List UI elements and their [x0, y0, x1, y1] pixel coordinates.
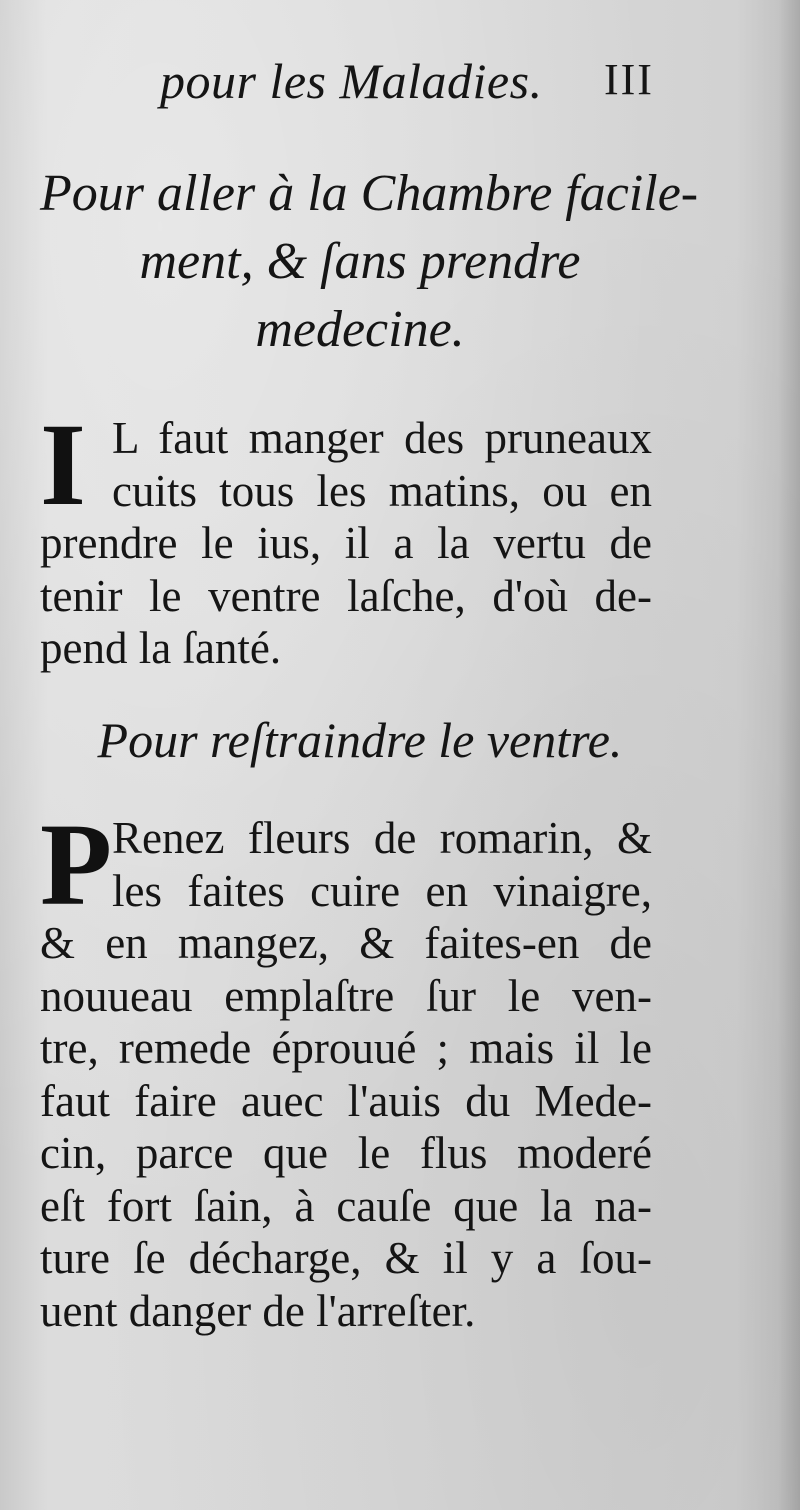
section-title-1-line: Pour aller à la Chambre facile-: [40, 165, 699, 222]
paragraph-line: faut faire auec l'auis du Mede-: [40, 1075, 652, 1126]
paragraph-line: Renez fleurs de romarin, &: [112, 813, 652, 863]
paragraph-line: pend la ſanté.: [40, 623, 282, 673]
page-number: III: [604, 55, 654, 104]
paragraph-line: eſt fort ſain, à cauſe que la na-: [40, 1180, 652, 1231]
drop-cap-p: P: [40, 799, 113, 930]
paragraph-2: [40, 799, 652, 1337]
section-title-1-line: ment, & ſans prendre: [139, 233, 581, 290]
paragraph-line: L faut manger des pruneaux: [112, 413, 652, 463]
paragraph-line: tre, remede éprouué ; mais il le: [40, 1023, 652, 1073]
drop-cap-i: I: [40, 399, 86, 530]
section-title-2: Pour reſtraindre le ventre.: [97, 712, 623, 768]
paragraph-line: les faites cuire en vinaigre,: [112, 865, 652, 916]
page-edge-shadow: [778, 0, 800, 1510]
paragraph-line: tenir le ventre laſche, d'où de-: [40, 570, 652, 621]
paragraph-line: prendre le ius, il a la vertu de: [40, 518, 652, 568]
paragraph-line: nouueau emplaſtre ſur le ven-: [40, 970, 652, 1021]
section-title-1-line: medecine.: [255, 301, 465, 358]
paragraph-line: & en mangez, & faites-en de: [40, 918, 652, 968]
paragraph-line: ture ſe décharge, & il y a ſou-: [40, 1233, 652, 1283]
paragraph-line: cuits tous les matins, ou en: [112, 465, 652, 516]
paragraph-line: uent danger de l'arreſter.: [40, 1285, 476, 1336]
running-head: pour les Maladies.: [160, 53, 543, 109]
paragraph-line: cin, parce que le flus moderé: [40, 1128, 652, 1178]
section-title-1: [40, 160, 699, 364]
paragraph-1: [40, 399, 652, 675]
